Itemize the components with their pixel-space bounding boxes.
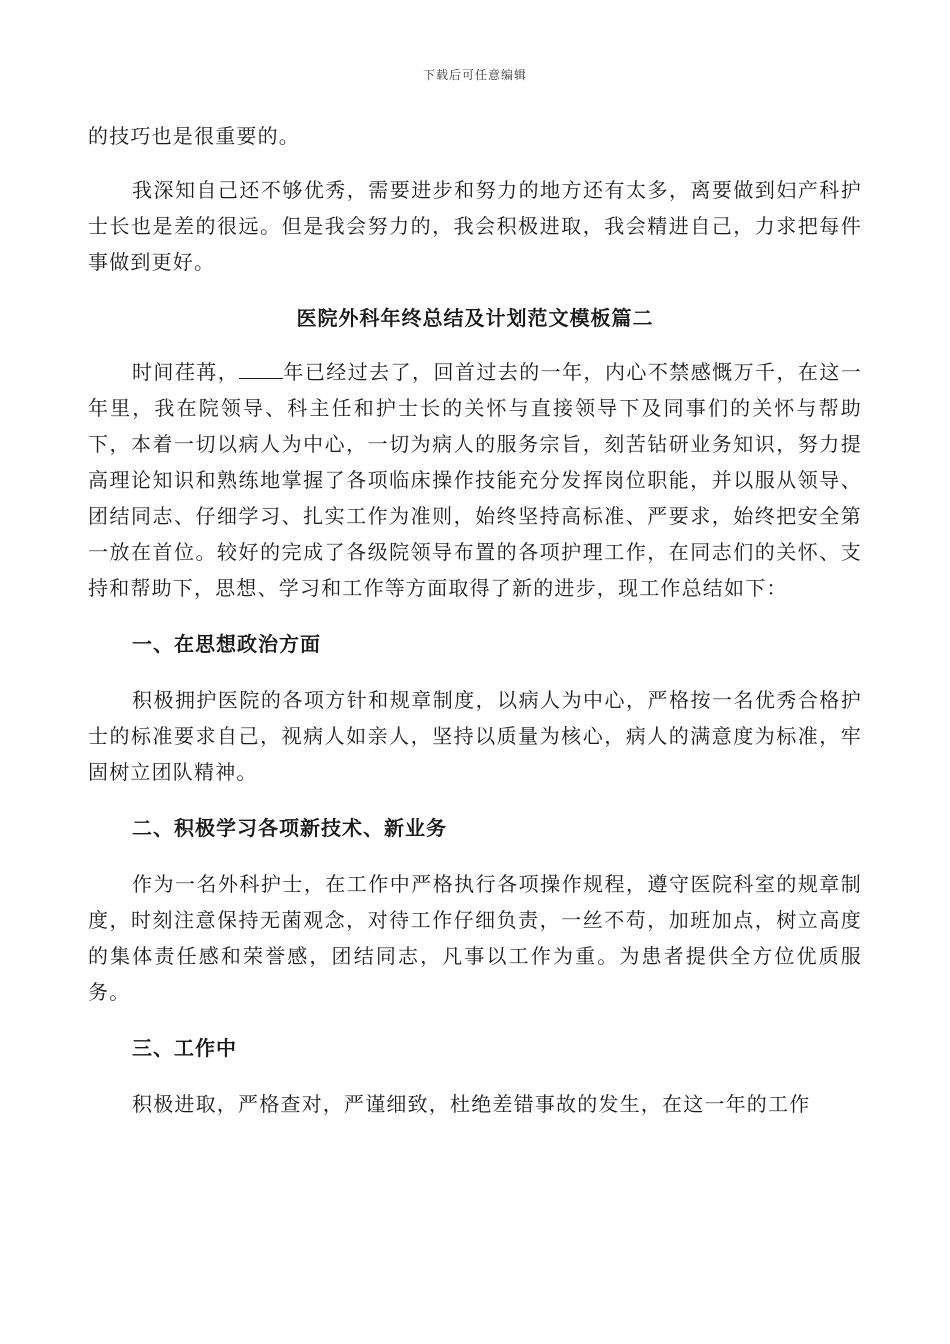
intro-text-start: 时间荏苒， (132, 360, 240, 384)
document-title: 医院外科年终总结及计划范文模板篇二 (296, 306, 654, 330)
paragraph-section-1: 积极拥护医院的各项方针和规章制度，以病人为中心，严格按一名优秀合格护士的标准要求自己，视病人如亲人，坚持以质量为核心，病人的满意度为标准，牢固树立团队精神。 (88, 688, 862, 784)
section-heading-2: 二、积极学习各项新技术、新业务 (132, 816, 447, 840)
paragraph-section-3: 积极进取，严格查对，严谨细致，杜绝差错事故的发生，在这一年的工作 (132, 1092, 811, 1116)
paragraph-introduction (88, 354, 862, 606)
paragraph-self-reflection: 我深知自己还不够优秀，需要进步和努力的地方还有太多，离要做到妇产科护士长也是差的很远。但是我会努力的，我会积极进取，我会精进自己，力求把每件事做到更好。 (88, 178, 862, 274)
document-body (88, 118, 862, 1122)
paragraph-continued: 的技巧也是很重要的。 (88, 124, 300, 148)
page-header-note: 下载后可任意编辑 (422, 68, 527, 82)
section-heading-1: 一、在思想政治方面 (132, 632, 321, 656)
year-blank-field (239, 378, 283, 379)
section-heading-3: 三、工作中 (132, 1036, 237, 1060)
intro-text-rest: 年已经过去了，回首过去的一年，内心不禁感慨万千，在这一年里，我在院领导、科主任和护士长的关怀与直接领导下及同事们的关怀与帮助下，本着一切以病人为中心，一切为病人的服务宗旨，刻苦钻研业务知识，努力提高理论知识和熟练地掌握了各项临床操作技能充分发挥岗位职能，并以服从领导、团结同志、仔细学习、扎实工作为准则，始终坚持高标准、严要求，始终把安全第一放在首位。较好的完成了各级院领导布置的各项护理工作，在同志们的关怀、支持和帮助下，思想、学习和工作等方面取得了新的进步，现工作总结如下： (88, 360, 862, 600)
paragraph-section-2: 作为一名外科护士，在工作中严格执行各项操作规程，遵守医院科室的规章制度，时刻注意保持无菌观念，对待工作仔细负责，一丝不苟，加班加点，树立高度的集体责任感和荣誉感，团结同志，凡事以工作为重。为患者提供全方位优质服务。 (88, 872, 862, 1004)
